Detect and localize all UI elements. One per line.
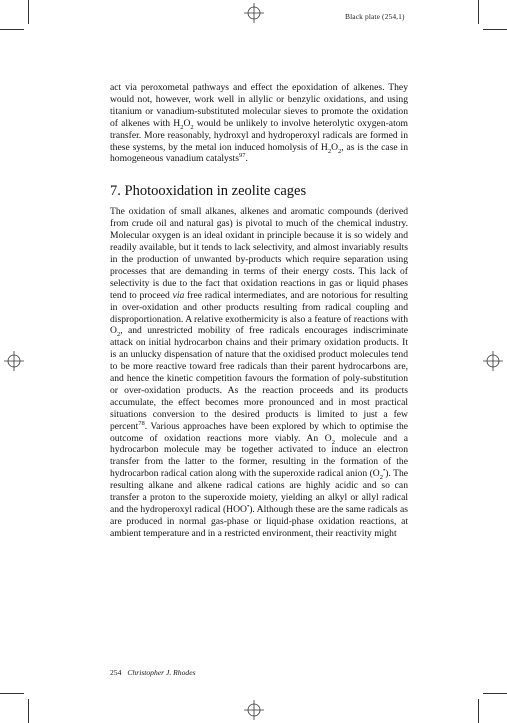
crop-mark-bottom-left-v (28, 699, 29, 723)
paragraph-continued: act via peroxometal pathways and effect the epoxidation of alkenes. They would not, however, work well in allylic or benzylic oxidations, and using titanium or vanadium-substituted molecular sieves to promote the oxidation of alkenes with $H_2O_2$ would be unlikely to involve heterolytic oxygen-atom transfer. More reasonably, hydroxyl and hydroperoxyl radicals are formed in these systems, by the metal ion induced homolysis of $H_2O_2$, as is the case in homogeneous vanadium catalysts$^{97}$. (110, 82, 408, 165)
plate-label: Black plate (254,1) (345, 12, 405, 21)
registration-mark-bottom-icon (244, 700, 264, 720)
crop-mark-bottom-right-h (483, 693, 507, 694)
crop-mark-top-left-v (28, 0, 29, 24)
registration-mark-right-icon (483, 351, 503, 371)
registration-mark-left-icon (4, 351, 24, 371)
page-footer (110, 668, 196, 677)
page-number: 254 (110, 668, 122, 677)
running-author: Christopher J. Rhodes (127, 668, 196, 677)
crop-mark-top-right-h (483, 29, 507, 30)
page-body (110, 82, 408, 540)
crop-mark-top-left-h (0, 29, 24, 30)
crop-mark-bottom-right-v (478, 699, 479, 723)
paragraph-photooxidation: The oxidation of small alkanes, alkenes and aromatic compounds (derived from crude oil and natural gas) is pivotal to much of the chemical industry. Molecular oxygen is an ideal oxidant in principle because it is so widely and readily available, but it tends to lack selectivity, and almost invariably results in the production of unwanted by-products which require separation using processes that are demanding in terms of their energy costs. This lack of selectivity is due to the fact that oxidation reactions in gas or liquid phases tend to proceed via free radical intermediates, and are notorious for resulting in over-oxidation and other products resulting from radical coupling and disproportionation. A relative exothermicity is also a feature of reactions with $O_2$, and unrestricted mobility of free radicals encourages indiscriminate attack on initial hydrocarbon chains and their primary oxidation products. It is an unlucky dispensation of nature that the oxidised product molecules tend to be more reactive toward free radicals than their parent hydrocarbons are, and hence the kinetic competition favours the formation of poly-substitution or over-oxidation products. As the reaction proceeds and its products accumulate, the effect becomes more pronounced and in most practical situations conversion to the desired products is limited to just a few percent$^{78}$. Various approaches have been explored by which to optimise the outcome of oxidation reactions more viably. An $O_2$ molecule and a hydrocarbon molecule may be together activated to induce an electron transfer from the latter to the former, resulting in the formation of the hydrocarbon radical cation along with the superoxide radical anion $(O_2^•)$. The resulting alkane and alkene radical cations are highly acidic and so can transfer a proton to the superoxide moiety, yielding an alkyl or allyl radical and the hydroperoxyl radical (HOO•). Although these are the same radicals as are produced in normal gas-phase or liquid-phase oxidation reactions, at ambient temperature and in a restricted environment, their reactivity might (110, 206, 409, 539)
section-heading: 7. Photooxidation in zeolite cages (110, 183, 307, 200)
crop-mark-bottom-left-h (0, 693, 24, 694)
crop-mark-top-right-v (478, 0, 479, 24)
registration-mark-top-icon (244, 3, 264, 23)
